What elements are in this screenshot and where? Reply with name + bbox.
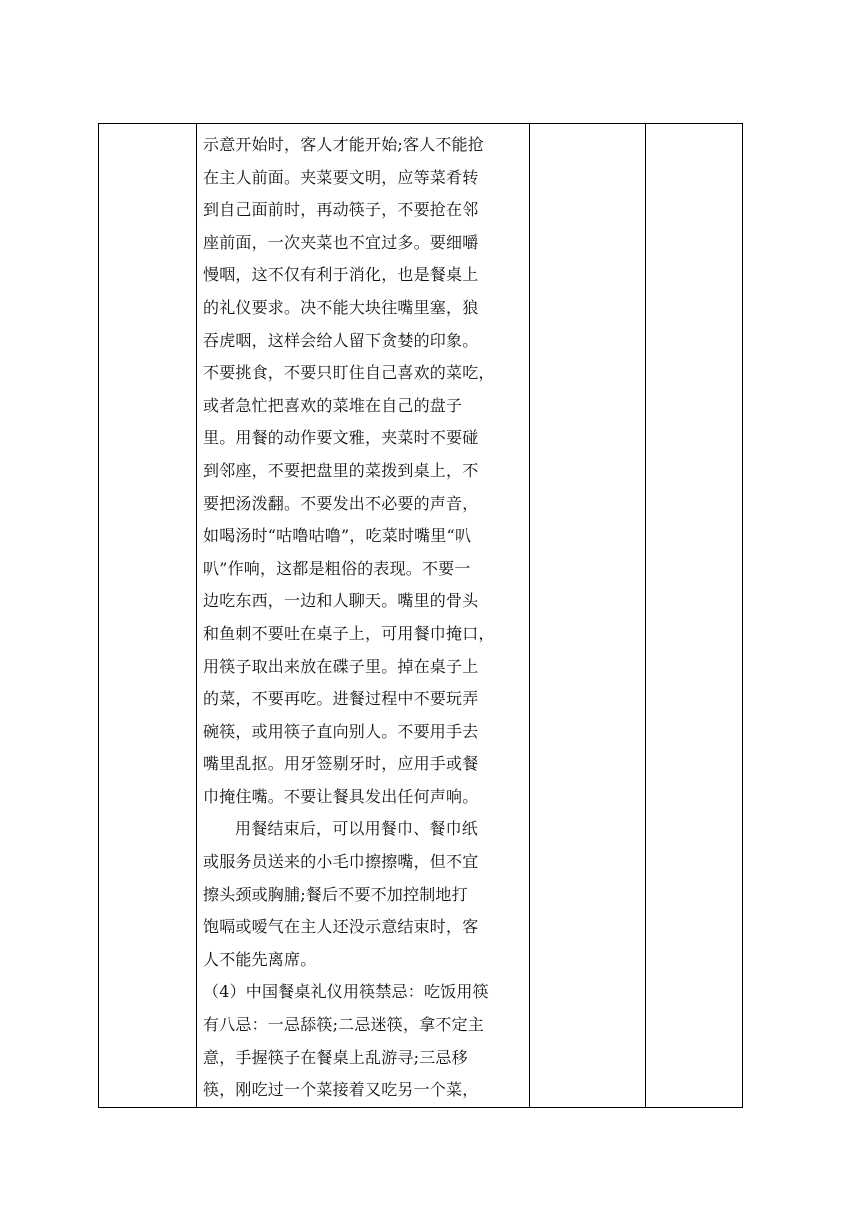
text-line: 筷，刚吃过一个菜接着又吃另一个菜， — [203, 1080, 479, 1100]
text-line: 慢咽，这不仅有利于消化，也是餐桌上 — [203, 265, 479, 285]
text-line: 或者急忙把喜欢的菜堆在自己的盘子 — [203, 395, 463, 415]
table-row — [99, 124, 743, 1108]
document-table — [98, 123, 743, 1108]
text-line: 的菜，不要再吃。进餐过程中不要玩弄 — [203, 689, 479, 709]
text-line: 吞虎咽，这样会给人留下贪婪的印象。 — [203, 330, 479, 350]
text-line: 到邻座，不要把盘里的菜拨到桌上，不 — [203, 460, 479, 480]
table-cell-empty — [646, 124, 743, 1108]
text-line: 用筷子取出来放在碟子里。掉在桌子上 — [203, 656, 479, 676]
text-line: 边吃东西，一边和人聊天。嘴里的骨头 — [203, 591, 479, 611]
text-line: 的礼仪要求。决不能大块往嘴里塞，狼 — [203, 297, 479, 317]
text-line: 或服务员送来的小毛巾擦擦嘴，但不宜 — [203, 852, 479, 872]
text-line: 示意开始时，客人才能开始;客人不能抢 — [203, 135, 484, 154]
text-line: 叭”作响，这都是粗俗的表现。不要一 — [203, 558, 471, 578]
text-line: （4）中国餐桌礼仪用筷禁忌：吃饭用筷 — [203, 982, 489, 1002]
text-line: 嘴里乱抠。用牙签剔牙时，应用手或餐 — [203, 754, 479, 774]
table-cell-empty — [530, 124, 646, 1108]
text-line: 里。用餐的动作要文雅，夹菜时不要碰 — [203, 428, 479, 448]
paragraph-first-line: 用餐结束后，可以用餐巾、餐巾纸 — [235, 819, 479, 839]
text-line: 意，手握筷子在餐桌上乱游寻;三忌移 — [203, 1047, 468, 1067]
text-line: 巾掩住嘴。不要让餐具发出任何声响。 — [203, 786, 479, 806]
text-line: 和鱼刺不要吐在桌子上，可用餐巾掩口， — [203, 623, 495, 643]
text-line: 人不能先离席。 — [203, 949, 317, 969]
content-text — [197, 124, 529, 1107]
table-cell-left — [99, 124, 197, 1108]
text-line: 在主人前面。夹菜要文明，应等菜肴转 — [203, 167, 479, 187]
text-line: 要把汤泼翻。不要发出不必要的声音， — [203, 493, 479, 513]
text-line: 碗筷，或用筷子直向别人。不要用手去 — [203, 721, 479, 741]
text-line: 到自己面前时，再动筷子，不要抢在邻 — [203, 200, 479, 220]
text-line: 有八忌：一忌舔筷;二忌迷筷，拿不定主 — [203, 1015, 484, 1035]
text-line: 座前面，一次夹菜也不宜过多。要细嚼 — [203, 232, 479, 252]
text-line: 饱嗝或嗳气在主人还没示意结束时，客 — [203, 917, 479, 937]
text-line: 如喝汤时“咕噜咕噜”，吃菜时嘴里“叭 — [203, 526, 472, 546]
table-cell-content — [197, 124, 530, 1108]
text-line: 不要挑食，不要只盯住自己喜欢的菜吃， — [203, 363, 495, 383]
text-line: 擦头颈或胸脯;餐后不要不加控制地打 — [203, 884, 468, 904]
